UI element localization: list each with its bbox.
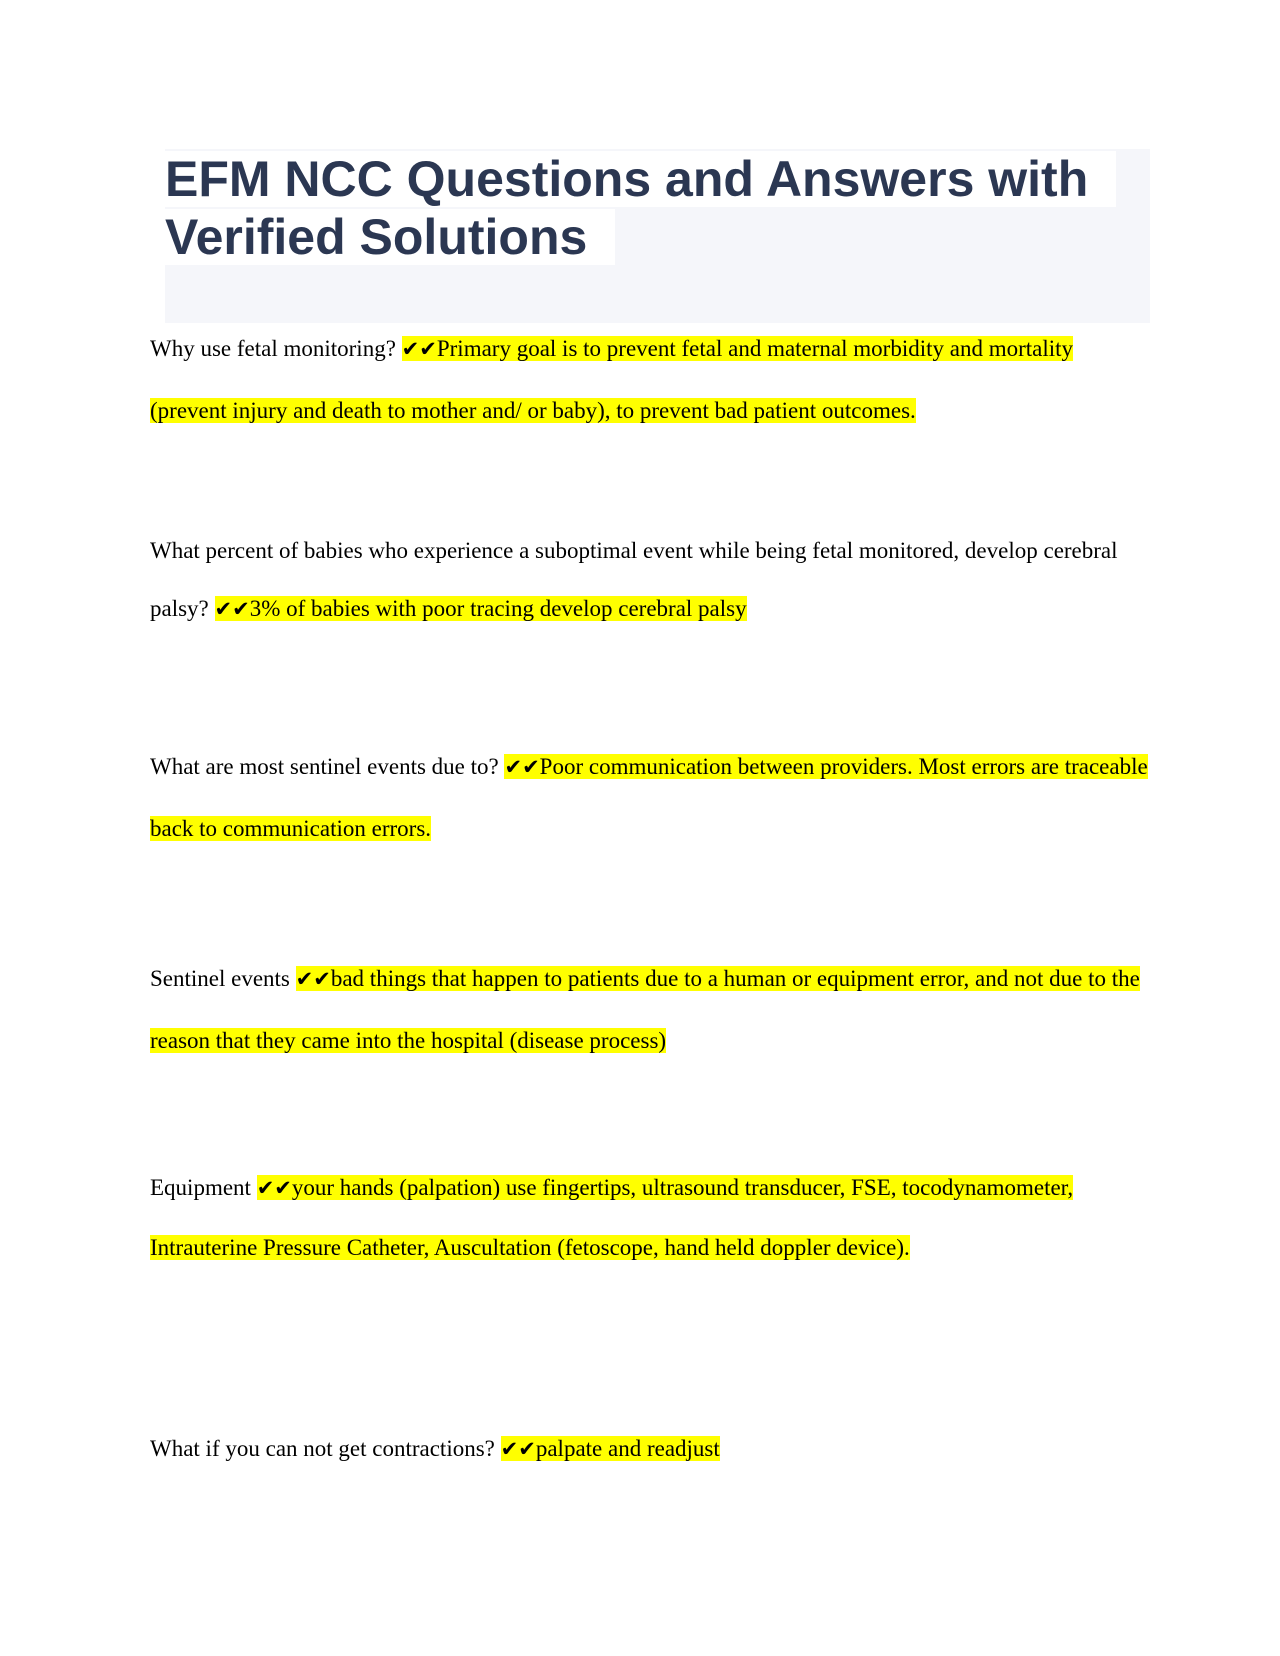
document-title (165, 150, 1150, 266)
answer-highlight (501, 1436, 720, 1461)
answer-text: palpate and readjust (535, 1436, 720, 1461)
answer-text: Primary goal is to prevent fetal and maternal morbidity and mortality (prevent injury and death to mother and/ or baby), to prevent bad patient outcomes. (150, 336, 1074, 423)
question-text: What if you can not get contractions? (150, 1436, 495, 1461)
double-check-icon: ✔✔ (214, 597, 250, 621)
double-check-icon: ✔✔ (295, 967, 331, 991)
qa-item (150, 1420, 1150, 1478)
double-check-icon: ✔✔ (401, 337, 437, 361)
answer-text: bad things that happen to patients due to a human or equipment error, and not due to the reason that they came into the hospital (disease process) (150, 966, 1140, 1053)
answer-highlight (215, 596, 747, 621)
question-text: What are most sentinel events due to? (150, 754, 499, 779)
question-text: What percent of babies who experience a suboptimal event while being fetal monitored, develop cerebral palsy? (150, 538, 1118, 621)
double-check-icon: ✔✔ (500, 1437, 536, 1461)
qa-item (150, 1158, 1150, 1277)
question-text: Sentinel events (150, 966, 290, 991)
answer-highlight (150, 966, 1140, 1053)
qa-item (150, 736, 1150, 860)
answer-text: your hands (palpation) use fingertips, ultrasound transducer, FSE, tocodynamometer, Intrauterine Pressure Catheter, Auscultation (fetoscope, hand held doppler device). (150, 1175, 1074, 1260)
qa-item (150, 948, 1150, 1072)
answer-text: 3% of babies with poor tracing develop cerebral palsy (249, 596, 747, 621)
question-text: Equipment (150, 1175, 251, 1200)
answer-highlight (150, 1175, 1073, 1260)
double-check-icon: ✔✔ (504, 755, 540, 779)
double-check-icon: ✔✔ (256, 1176, 292, 1200)
answer-text: Poor communication between providers. Most errors are traceable back to communication errors. (150, 754, 1148, 841)
question-text: Why use fetal monitoring? (150, 336, 396, 361)
qa-item (150, 522, 1150, 638)
document-title-text: EFM NCC Questions and Answers with Verified Solutions (165, 151, 1116, 265)
qa-item (150, 318, 1150, 442)
